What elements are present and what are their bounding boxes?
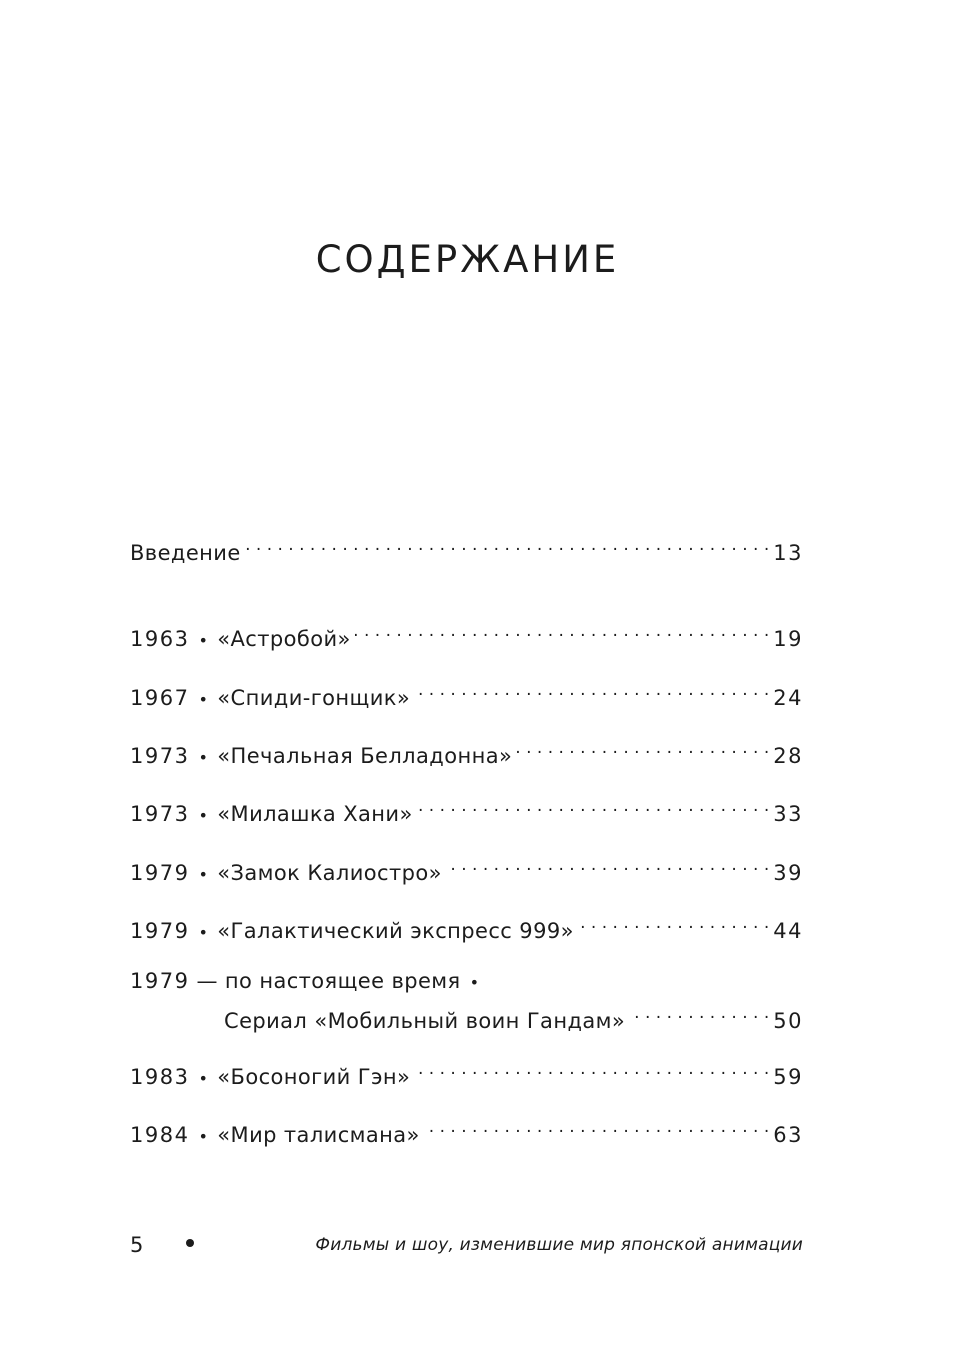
- footer-running-title: Фильмы и шоу, изменившие мир японской анимации: [315, 1235, 803, 1255]
- dot-leader: [245, 530, 770, 560]
- toc-entry-page: 13: [773, 541, 803, 565]
- toc-entry-page: 39: [773, 861, 803, 885]
- bullet-separator: •: [198, 631, 209, 650]
- toc-entry-intro[interactable]: [130, 530, 803, 568]
- dot-leader: [355, 616, 770, 646]
- toc-entry-title: Введение: [130, 541, 241, 565]
- dot-leader: [414, 675, 769, 705]
- toc-entry-year: 1983: [130, 1065, 190, 1089]
- bullet-separator: •: [198, 923, 209, 942]
- toc-entry-page: 44: [773, 919, 803, 943]
- toc-entry-period: по настоящее время: [224, 969, 461, 993]
- bullet-separator: •: [198, 806, 209, 825]
- page-footer: [130, 1233, 803, 1263]
- toc-entry-page: 50: [773, 1009, 803, 1033]
- toc-entry-year: 1984: [130, 1123, 190, 1147]
- dot-leader: [578, 908, 769, 938]
- toc-entry-page: 19: [773, 627, 803, 651]
- dot-leader: [629, 998, 769, 1028]
- toc-entry-title: «Босоногий Гэн»: [217, 1065, 411, 1089]
- toc-entry-year: 1979: [130, 861, 190, 885]
- toc-entry-title: «Замок Калиостро»: [217, 861, 442, 885]
- toc-entry-year: 1979: [130, 969, 190, 993]
- bullet-separator: •: [198, 748, 209, 767]
- toc-entry-page: 63: [773, 1123, 803, 1147]
- toc-entry[interactable]: [130, 616, 803, 656]
- footer-page-number: 5: [130, 1233, 144, 1257]
- table-of-contents: [130, 0, 803, 1347]
- dot-leader: [446, 850, 769, 880]
- toc-entry[interactable]: [130, 1054, 803, 1094]
- toc-entry-title: «Галактический экспресс 999»: [217, 919, 574, 943]
- toc-entry[interactable]: [130, 791, 803, 831]
- toc-entry-page: 24: [773, 686, 803, 710]
- bullet-separator: •: [198, 1127, 209, 1146]
- toc-entry-title: «Милашка Хани»: [217, 802, 413, 826]
- bullet-separator: •: [469, 973, 480, 992]
- dash-separator: —: [196, 969, 218, 993]
- page-title: СОДЕРЖАНИЕ: [315, 238, 620, 281]
- toc-entry-year: 1973: [130, 802, 190, 826]
- toc-entry-year: 1963: [130, 627, 190, 651]
- toc-entry-title: «Мир талисмана»: [217, 1123, 420, 1147]
- dot-leader: [424, 1112, 769, 1142]
- toc-entry[interactable]: [130, 1112, 803, 1152]
- toc-entry-year: 1979: [130, 919, 190, 943]
- toc-entry-title: «Астробой»: [217, 627, 351, 651]
- toc-entry-gundam[interactable]: [130, 966, 803, 1036]
- dot-leader: [516, 733, 769, 763]
- toc-entry[interactable]: [130, 850, 803, 890]
- toc-entry-title: Сериал «Мобильный воин Гандам»: [224, 1009, 626, 1033]
- toc-entry-year: 1973: [130, 744, 190, 768]
- toc-entry-page: 59: [773, 1065, 803, 1089]
- bullet-separator: •: [198, 1069, 209, 1088]
- toc-entry-title: «Печальная Белладонна»: [217, 744, 513, 768]
- dot-leader: [417, 791, 770, 821]
- toc-entry-year: 1967: [130, 686, 190, 710]
- toc-entry[interactable]: [130, 908, 803, 948]
- bullet-separator: •: [198, 865, 209, 884]
- toc-entry-page: 33: [773, 802, 803, 826]
- toc-entry-page: 28: [773, 744, 803, 768]
- bullet-icon: [186, 1239, 194, 1247]
- toc-entry[interactable]: [130, 733, 803, 773]
- toc-entry[interactable]: [130, 675, 803, 715]
- toc-entry-title: «Спиди-гонщик»: [217, 686, 411, 710]
- dot-leader: [414, 1054, 769, 1084]
- bullet-separator: •: [198, 690, 209, 709]
